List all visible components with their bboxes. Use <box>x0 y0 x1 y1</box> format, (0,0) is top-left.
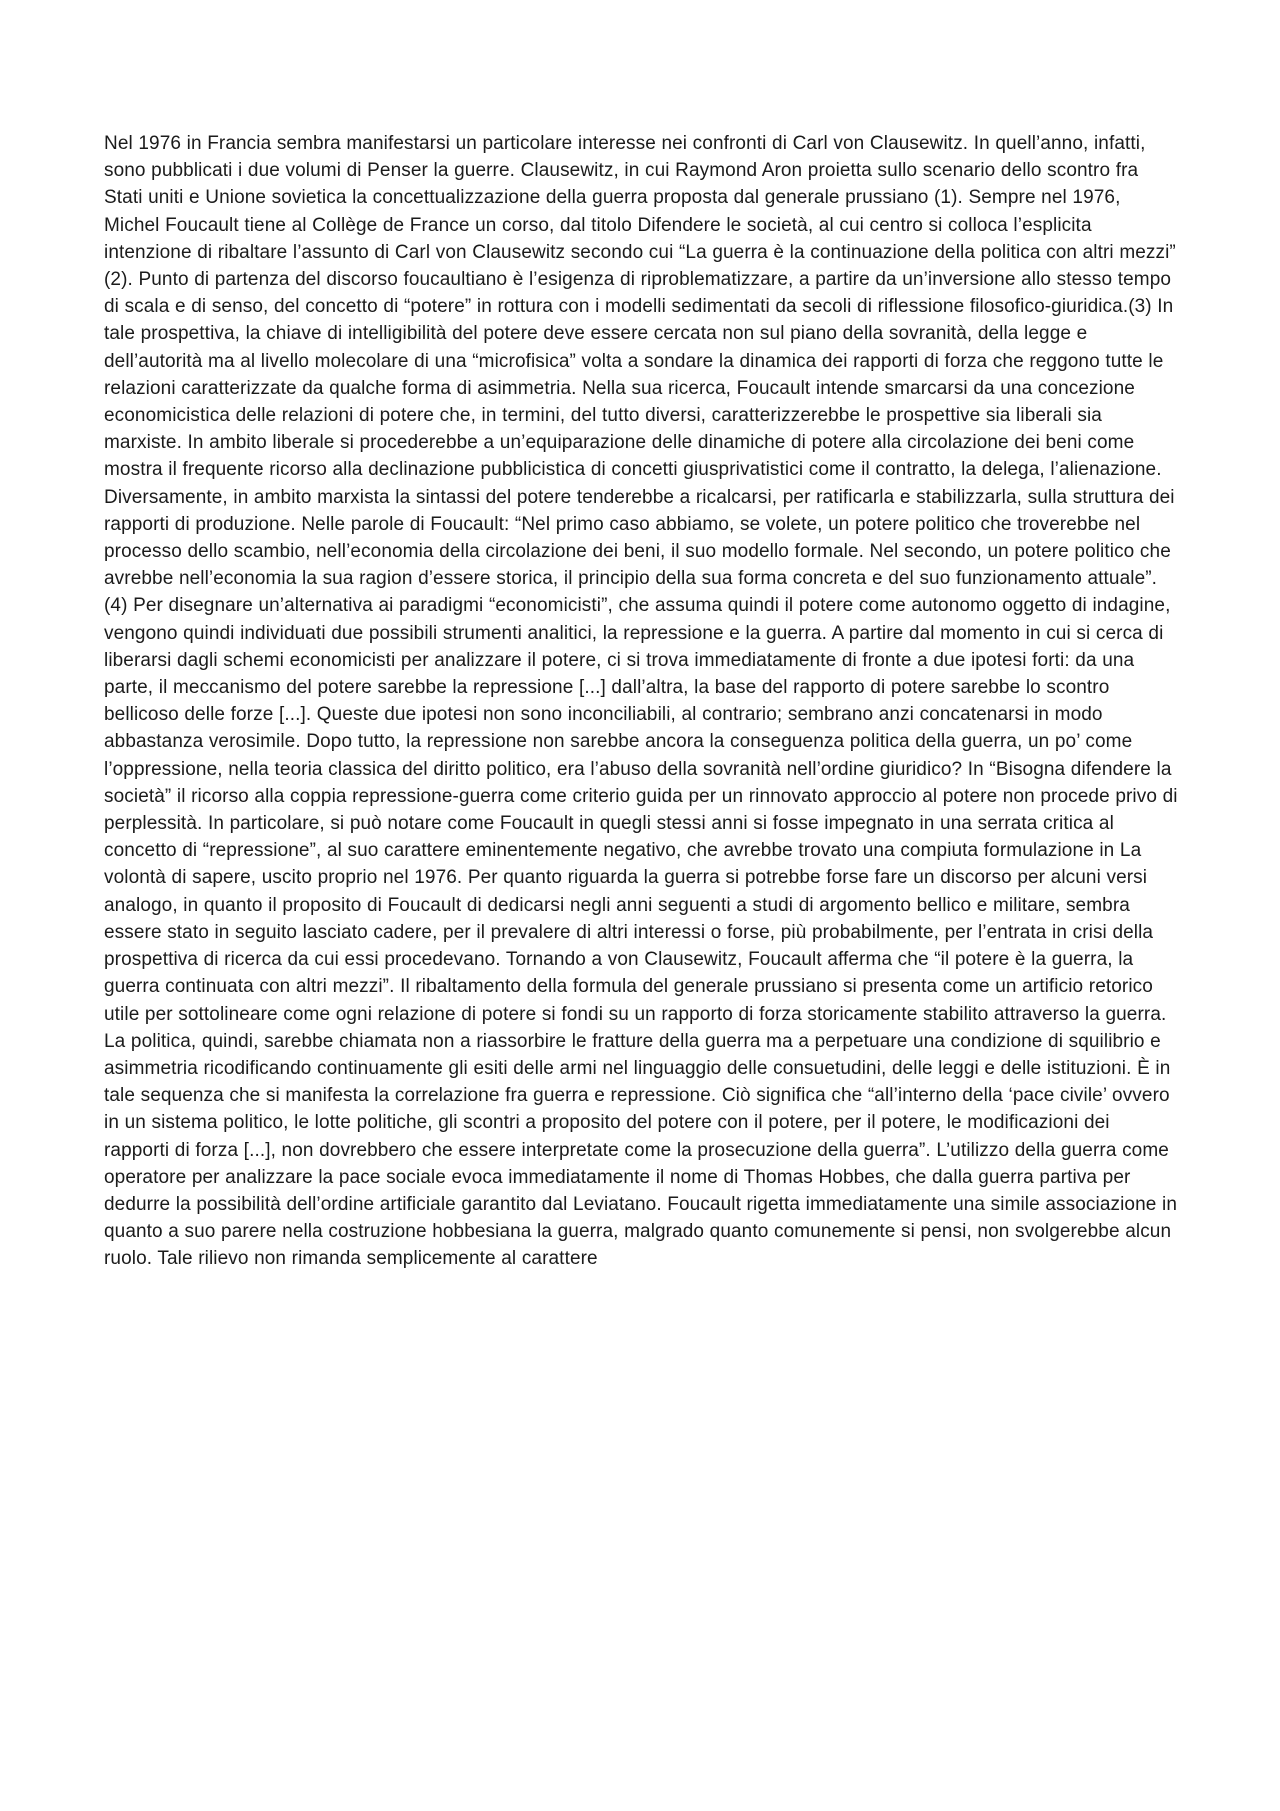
body-paragraph: Nel 1976 in Francia sembra manifestarsi un particolare interesse nei confronti di Carl von Clausewitz. In quell’anno, infatti, sono pubblicati i due volumi di Penser la guerre. Clausewitz, in cui Raymond Aron proietta sullo scenario dello scontro fra Stati uniti e Unione sovietica la concettualizzazione della guerra proposta dal generale prussiano (1). Sempre nel 1976, Michel Foucault tiene al Collège de France un corso, dal titolo Difendere le società, al cui centro si colloca l’esplicita intenzione di ribaltare l’assunto di Carl von Clausewitz secondo cui “La guerra è la continuazione della politica con altri mezzi” (2). Punto di partenza del discorso foucaultiano è l’esigenza di riproblematizzare, a partire da un’inversione allo stesso tempo di scala e di senso, del concetto di “potere” in rottura con i modelli sedimentati da secoli di riflessione filosofico-giuridica.(3) In tale prospettiva, la chiave di intelligibilità del potere deve essere cercata non sul piano della sovranità, della legge e dell’autorità ma al livello molecolare di una “microfisica” volta a sondare la dinamica dei rapporti di forza che reggono tutte le relazioni caratterizzate da qualche forma di asimmetria. Nella sua ricerca, Foucault intende smarcarsi da una concezione economicistica delle relazioni di potere che, in termini, del tutto diversi, caratterizzerebbe le prospettive sia liberali sia marxiste. In ambito liberale si procederebbe a un’equiparazione delle dinamiche di potere alla circolazione dei beni come mostra il frequente ricorso alla declinazione pubblicistica di concetti giusprivatistici come il contratto, la delega, l’alienazione. Diversamente, in ambito marxista la sintassi del potere tenderebbe a ricalcarsi, per ratificarla e stabilizzarla, sulla struttura dei rapporti di produzione. Nelle parole di Foucault: “Nel primo caso abbiamo, se volete, un potere politico che troverebbe nel processo dello scambio, nell’economia della circolazione dei beni, il suo modello formale. Nel secondo, un potere politico che avrebbe nell’economia la sua ragion d’essere storica, il principio della sua forma concreta e del suo funzionamento attuale”.(4) Per disegnare un’alternativa ai paradigmi “economicisti”, che assuma quindi il potere come autonomo oggetto di indagine, vengono quindi individuati due possibili strumenti analitici, la repressione e la guerra. A partire dal momento in cui si cerca di liberarsi dagli schemi economicisti per analizzare il potere, ci si trova immediatamente di fronte a due ipotesi forti: da una parte, il meccanismo del potere sarebbe la repressione [...] dall’altra, la base del rapporto di potere sarebbe lo scontro bellicoso delle forze [...]. Queste due ipotesi non sono inconciliabili, al contrario; sembrano anzi concatenarsi in modo abbastanza verosimile. Dopo tutto, la repressione non sarebbe ancora la conseguenza politica della guerra, un po’ come l’oppressione, nella teoria classica del diritto politico, era l’abuso della sovranità nell’ordine giuridico? In “Bisogna difendere la società” il ricorso alla coppia repressione-guerra come criterio guida per un rinnovato approccio al potere non procede privo di perplessità. In particolare, si può notare come Foucault in quegli stessi anni si fosse impegnato in una serrata critica al concetto di “repressione”, al suo carattere eminentemente negativo, che avrebbe trovato una compiuta formulazione in La volontà di sapere, uscito proprio nel 1976. Per quanto riguarda la guerra si potrebbe forse fare un discorso per alcuni versi analogo, in quanto il proposito di Foucault di dedicarsi negli anni seguenti a studi di argomento bellico e militare, sembra essere stato in seguito lasciato cadere, per il prevalere di altri interessi o forse, più probabilmente, per l’entrata in crisi della prospettiva di ricerca da cui essi procedevano. Tornando a von Clausewitz, Foucault afferma che “il potere è la guerra, la guerra continuata con altri mezzi”. Il ribaltamento della formula del generale prussiano si presenta come un artificio retorico utile per sottolineare come ogni relazione di potere si fondi su un rapporto di forza storicamente stabilito attraverso la guerra. La politica, quindi, sarebbe chiamata non a riassorbire le fratture della guerra ma a perpetuare una condizione di squilibrio e asimmetria ricodificando continuamente gli esiti delle armi nel linguaggio delle consuetudini, delle leggi e delle istituzioni. È in tale sequenza che si manifesta la correlazione fra guerra e repressione. Ciò significa che “all’interno della ‘pace civile’ ovvero in un sistema politico, le lotte politiche, gli scontri a proposito del potere con il potere, per il potere, le modificazioni dei rapporti di forza [...], non dovrebbero che essere interpretate come la prosecuzione della guerra”. L’utilizzo della guerra come operatore per analizzare la pace sociale evoca immediatamente il nome di Thomas Hobbes, che dalla guerra partiva per dedurre la possibilità dell’ordine artificiale garantito dal Leviatano. Foucault rigetta immediatamente una simile associazione in quanto a suo parere nella costruzione hobbesiana la guerra, malgrado quanto comunemente si pensi, non svolgerebbe alcun ruolo. Tale rilievo non rimanda semplicemente al carattere <box>104 133 1178 1270</box>
